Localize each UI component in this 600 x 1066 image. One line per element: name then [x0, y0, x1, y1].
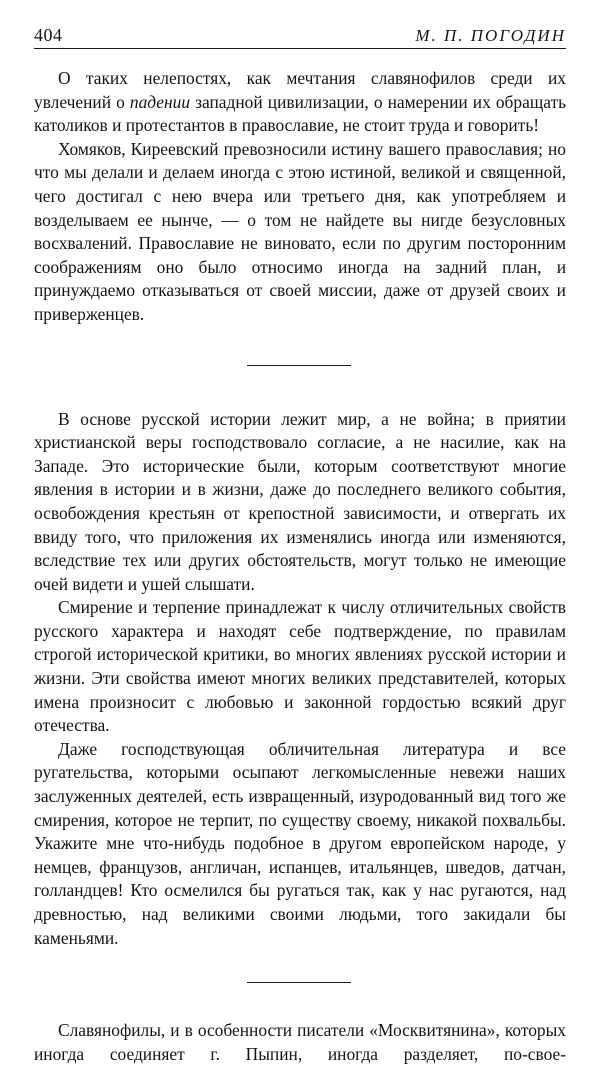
- paragraph: Хомяков, Киреевский превозносили истину вашего православия; но что мы делали и делаем иногда с этою истиной, великой и священной, чего достигал с нею вчера или третьего дня, как употребляем и возделываем ее нынче, — о том не найдете вы нигде безусловных восхвалений. Православие не виновато, если по другим посторонним соображениям оно было относимо иногда на задний план, и принуждаемо отказываться от своей миссии, даже от друзей своих и приверженцев.: [34, 138, 566, 324]
- running-head: [34, 20, 566, 49]
- section-divider: [247, 365, 351, 366]
- paragraph: Даже господствующая обличительная литература и все ругательства, которыми осыпают легкомысленные невежи наших заслуженных деятелей, есть извращенный, изуродованный вид того же смирения, которое не терпит, по существу своему, никакой похвальбы. Укажите мне что-нибудь подобное в другом европейском народе, у немцев, французов, англичан, испанцев, итальянцев, шведов, датчан, голландцев! Кто осмелился бы ругаться так, как у нас ругаются, над древностью, над великими своими людьми, того закидали бы каменьями.: [34, 738, 566, 948]
- paragraph-text: западной цивилизации, о намерении их обращать католиков и протестантов в православие, не стоит труда и говорить!: [34, 91, 567, 136]
- section-divider: [247, 982, 351, 983]
- body-text: [34, 67, 566, 1066]
- book-page: [34, 20, 566, 1066]
- paragraph: Славянофилы, и в особенности писатели «Москвитянина», которых иногда соединяет г. Пыпин, иногда разделяет, по-свое-: [34, 1020, 566, 1064]
- paragraph: В основе русской истории лежит мир, а не война; в приятии христианской веры господствовало согласие, а не насилие, как на Западе. Это исторические были, которым соответствуют многие явления в истории и в жизни, даже до последнего великого события, освобождения крестьян от крепостной зависимости, и отвергать их ввиду того, что приложения их изменялись иногда или изменяются, вследствие тех или других обстоятельств, могут только не имеющие очей видети и ушей слышати.: [34, 408, 566, 594]
- running-head-author: М. П. ПОГОДИН: [415, 26, 566, 45]
- paragraph: [34, 67, 566, 138]
- emphasis-text: падении: [129, 91, 191, 112]
- page-number: 404: [34, 25, 63, 45]
- paragraph-text: О таких нелепостях, как мечтания славянофилов среди их увлечений о: [34, 68, 566, 112]
- paragraph: Смирение и терпение принадлежат к числу отличительных свойств русского характера и находят себе подтверждение, по правилам строгой исторической критики, во многих явлениях русской истории и жизни. Эти свойства имеют многих великих представителей, которых имена произносит с любовью и законной гордостью всякий друг отечества.: [34, 597, 566, 736]
